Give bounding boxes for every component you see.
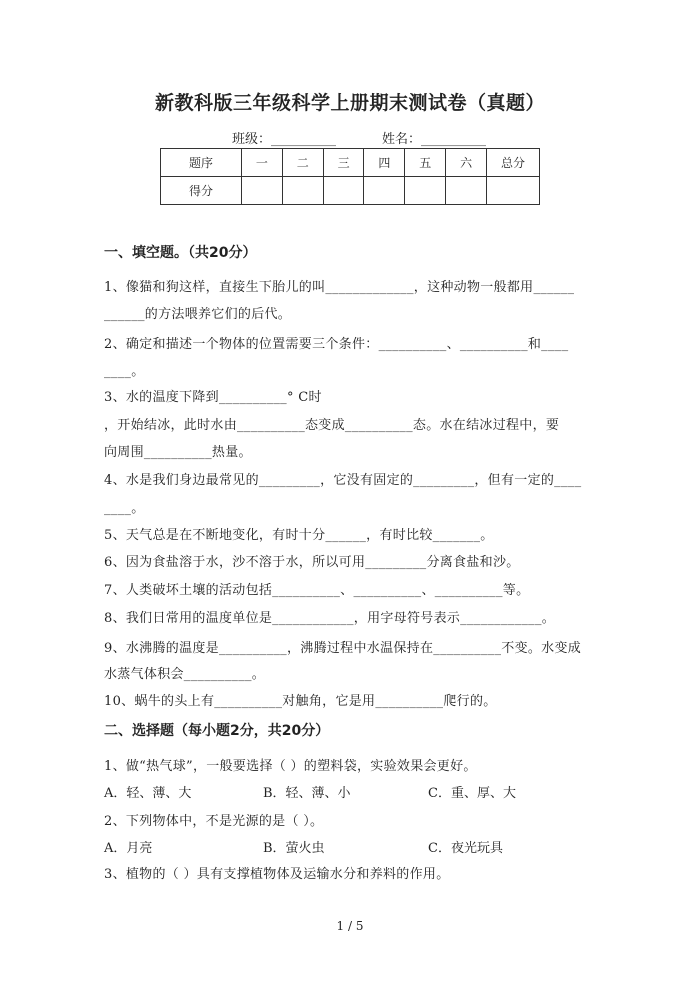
table-header-cell: 三 <box>323 149 364 177</box>
question-line: 10、蜗牛的头上有__________对触角，它是用__________爬行的。 <box>104 694 497 709</box>
question-line: 3、水的温度下降到__________° C时 <box>104 390 322 405</box>
table-row-label: 得分 <box>161 177 242 205</box>
page-number: 1 / 5 <box>336 919 364 933</box>
option-b[interactable]: B．萤火虫 <box>263 841 325 856</box>
table-header-cell: 四 <box>364 149 405 177</box>
option-a[interactable]: A．轻、薄、大 <box>104 786 192 801</box>
section-1-heading: 一、填空题。（共20分） <box>104 245 257 261</box>
question-line: 2、下列物体中，不是光源的是（ ）。 <box>104 814 324 829</box>
question-line: 水蒸气体积会__________。 <box>104 667 266 682</box>
score-cell[interactable] <box>323 177 364 205</box>
question-line: 8、我们日常用的温度单位是____________，用字母符号表示____________。 <box>104 611 556 626</box>
question-line: ____。 <box>104 364 145 379</box>
class-field-label: 班级：__________ <box>232 132 337 147</box>
table-header-cell: 五 <box>405 149 446 177</box>
score-cell[interactable] <box>487 177 540 205</box>
question-line: 9、水沸腾的温度是__________，沸腾过程中水温保持在__________不变。水变成 <box>104 641 582 656</box>
question-line: 1、做“热气球”，一般要选择（ ）的塑料袋，实验效果会更好。 <box>104 759 477 774</box>
table-header-cell: 一 <box>242 149 283 177</box>
question-line: 1、像猫和狗这样，直接生下胎儿的叫_____________，这种动物一般都用______ <box>104 280 575 295</box>
score-cell[interactable] <box>405 177 446 205</box>
question-line: 4、水是我们身边最常见的_________，它没有固定的_________，但有一定的____ <box>104 473 582 488</box>
table-header-cell: 二 <box>282 149 323 177</box>
score-table-header-row <box>161 149 540 177</box>
question-line: ______的方法喂养它们的后代。 <box>104 307 292 322</box>
question-line: 6、因为食盐溶于水，沙不溶于水，所以可用_________分离食盐和沙。 <box>104 555 520 570</box>
question-line: 3、植物的（ ）具有支撑植物体及运输水分和养料的作用。 <box>104 867 450 882</box>
name-field-label: 姓名：__________ <box>382 132 487 147</box>
score-cell[interactable] <box>364 177 405 205</box>
question-line: ____。 <box>104 501 145 516</box>
question-line: 2、确定和描述一个物体的位置需要三个条件：__________、__________和____ <box>104 337 569 352</box>
table-header-cell: 六 <box>446 149 487 177</box>
question-line: 5、天气总是在不断地变化，有时十分______，有时比较_______。 <box>104 528 494 543</box>
table-header-cell: 总分 <box>487 149 540 177</box>
option-c[interactable]: C．重、厚、大 <box>428 786 516 801</box>
score-table-score-row <box>161 177 540 205</box>
score-cell[interactable] <box>282 177 323 205</box>
option-a[interactable]: A．月亮 <box>104 841 153 856</box>
page-title: 新教科版三年级科学上册期末测试卷（真题） <box>154 92 545 114</box>
option-b[interactable]: B．轻、薄、小 <box>263 786 351 801</box>
section-2-heading: 二、选择题（每小题2分，共20分） <box>104 723 330 739</box>
question-line: 向周围__________热量。 <box>104 445 252 460</box>
score-cell[interactable] <box>242 177 283 205</box>
question-line: 7、人类破坏土壤的活动包括__________、__________、__________等。 <box>104 583 530 598</box>
option-c[interactable]: C．夜光玩具 <box>428 841 503 856</box>
table-header-cell: 题序 <box>161 149 242 177</box>
score-cell[interactable] <box>446 177 487 205</box>
question-line: ，开始结冰，此时水由__________态变成__________态。水在结冰过程中，要 <box>104 418 560 433</box>
score-table <box>160 148 540 205</box>
